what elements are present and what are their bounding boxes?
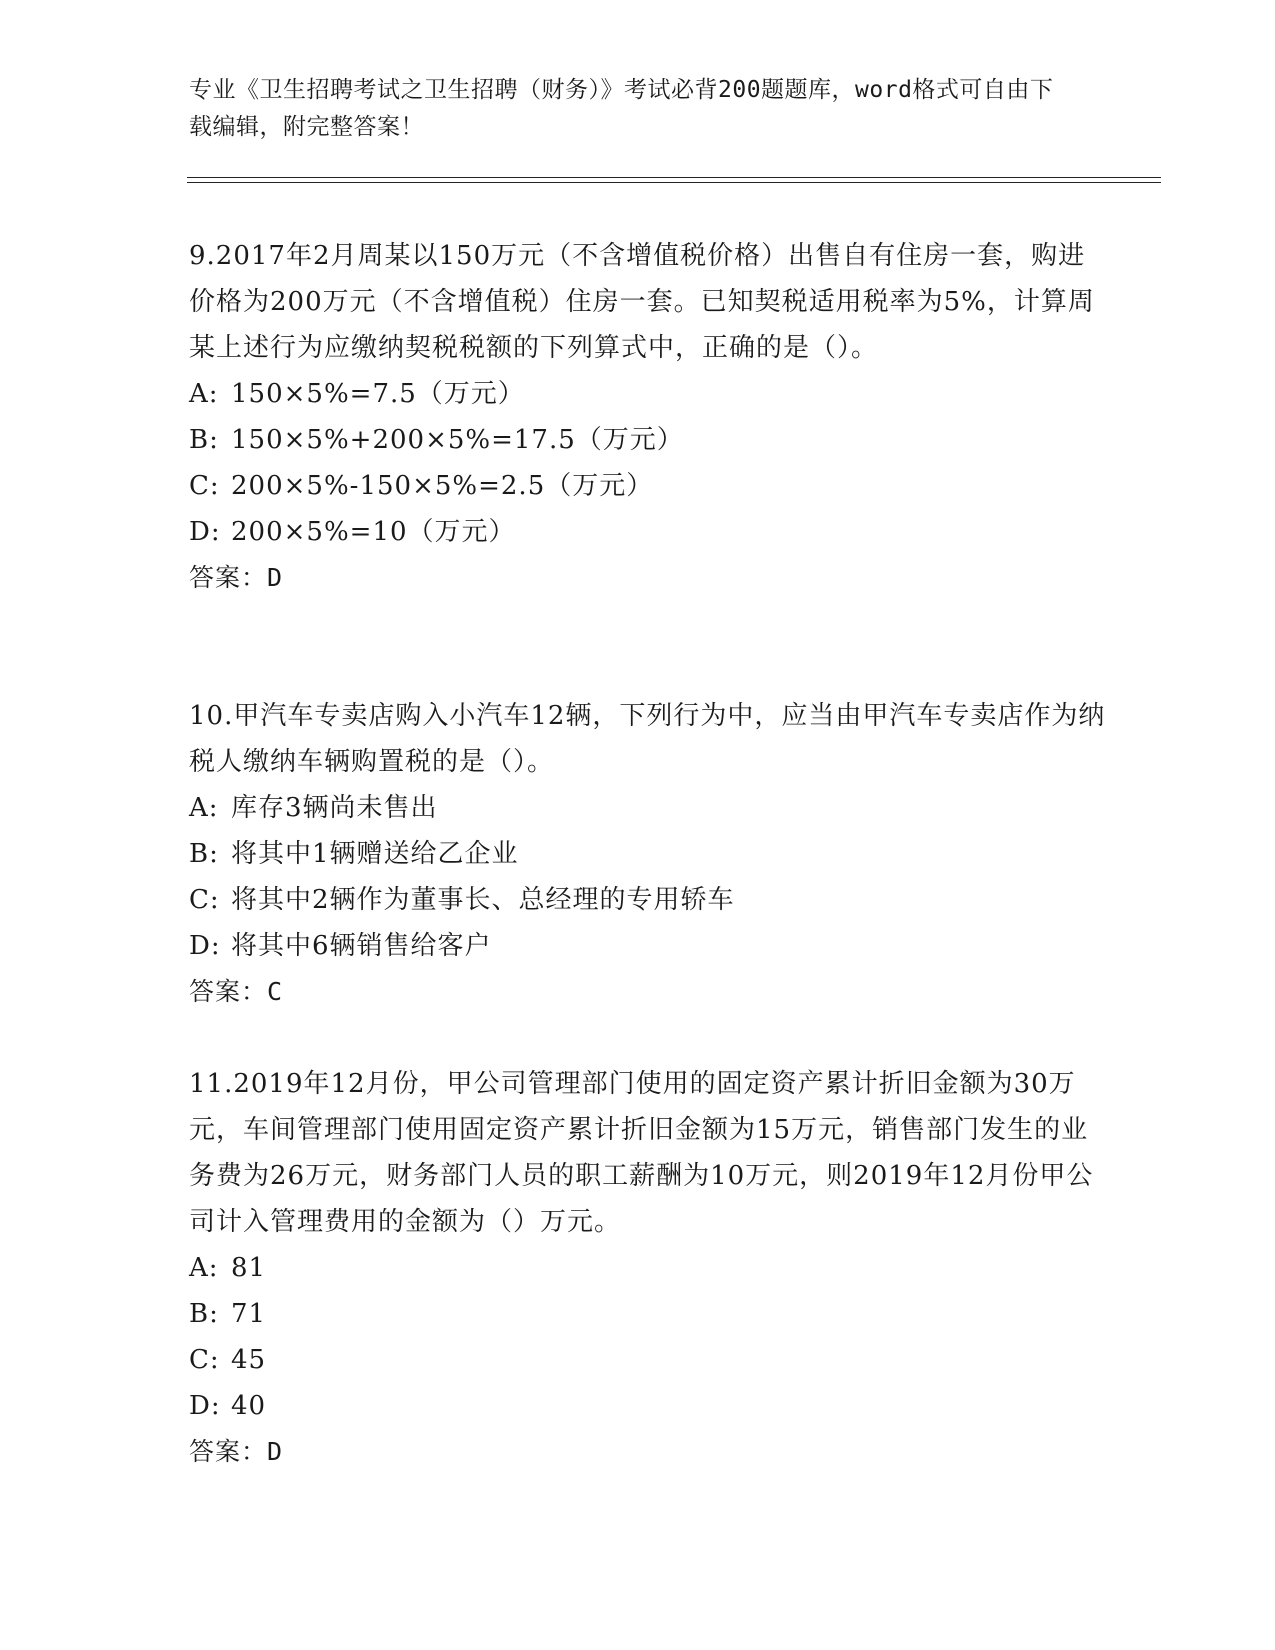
option-d [189,1383,1109,1429]
option-b [189,831,1109,877]
option-key: C: [189,1345,220,1375]
option-text: 40 [231,1391,267,1421]
option-text: 150×5%=7.5（万元） [231,379,525,409]
document-header: 专业《卫生招聘考试之卫生招聘（财务）》考试必背200题题库，word格式可自由下载编辑，附完整答案！ [189,77,1054,140]
option-d [189,923,1109,969]
option-key: A: [189,793,219,823]
answer-line: 答案：D [189,1437,284,1466]
option-text: 200×5%-150×5%=2.5（万元） [231,471,654,501]
option-b [189,1291,1109,1337]
option-d [189,509,1109,555]
option-key: A: [189,1253,219,1283]
option-c [189,877,1109,923]
question-9 [189,233,1109,601]
option-text: 81 [231,1253,267,1283]
question-text: 11.2019年12月份，甲公司管理部门使用的固定资产累计折旧金额为30万元，车间管理部门使用固定资产累计折旧金额为15万元，销售部门发生的业务费为26万元，财务部门人员的职工薪酬为10万元，则2019年12月份甲公司计入管理费用的金额为（）万元。 [189,1069,1094,1237]
option-key: C: [189,885,220,915]
option-c [189,463,1109,509]
option-key: A: [189,379,219,409]
header-divider-top [187,177,1161,178]
option-text: 45 [231,1345,267,1375]
option-a [189,1245,1109,1291]
question-text: 9.2017年2月周某以150万元（不含增值税价格）出售自有住房一套，购进价格为200万元（不含增值税）住房一套。已知契税适用税率为5%，计算周某上述行为应缴纳契税税额的下列算式中，正确的是（）。 [189,241,1095,363]
question-11 [189,1061,1109,1475]
option-text: 库存3辆尚未售出 [231,793,438,823]
option-key: B: [189,425,219,455]
option-text: 200×5%=10（万元） [231,517,516,547]
option-key: C: [189,471,220,501]
question-10 [189,693,1109,1015]
option-a [189,371,1109,417]
option-text: 将其中2辆作为董事长、总经理的专用轿车 [231,885,735,915]
option-c [189,1337,1109,1383]
option-text: 将其中1辆赠送给乙企业 [231,839,519,869]
option-a [189,785,1109,831]
option-key: D: [189,517,221,547]
option-b [189,417,1109,463]
option-key: D: [189,1391,221,1421]
answer-line: 答案：D [189,563,284,592]
header-divider-bottom [187,182,1161,183]
option-key: B: [189,1299,219,1329]
option-text: 将其中6辆销售给客户 [231,931,492,961]
question-text: 10.甲汽车专卖店购入小汽车12辆，下列行为中，应当由甲汽车专卖店作为纳税人缴纳车辆购置税的是（）。 [189,701,1106,777]
option-key: B: [189,839,219,869]
answer-line: 答案：C [189,977,284,1006]
option-key: D: [189,931,221,961]
option-text: 150×5%+200×5%=17.5（万元） [231,425,684,455]
option-text: 71 [231,1299,267,1329]
